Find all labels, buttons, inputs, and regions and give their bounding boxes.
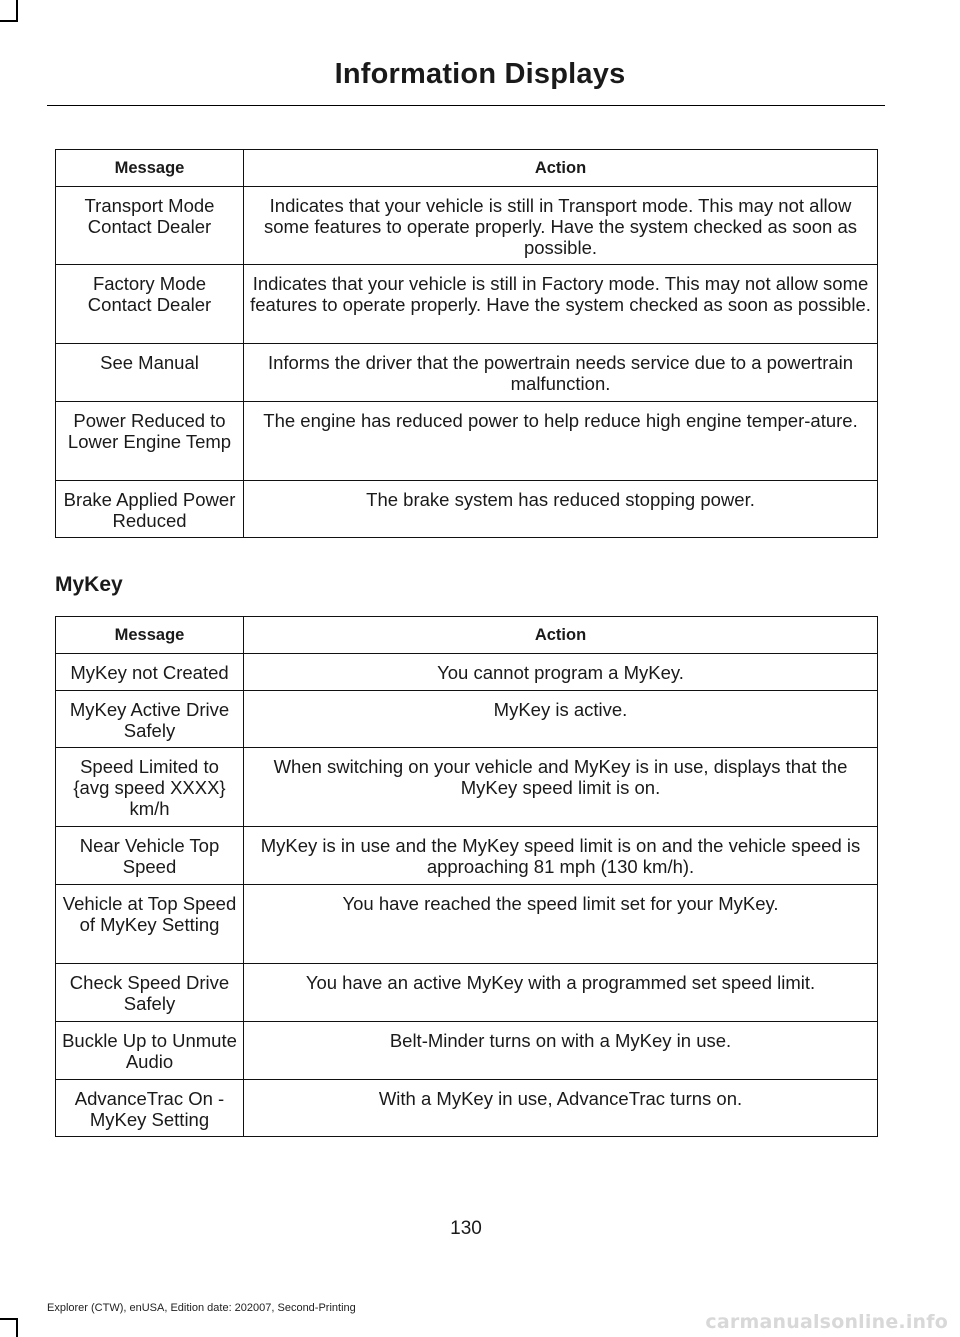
- page-number: 130: [450, 1218, 482, 1239]
- table-header-row: [56, 617, 878, 654]
- message-cell: AdvanceTrac On - MyKey Setting: [56, 1080, 244, 1137]
- table-row: [56, 827, 878, 885]
- column-header-action: Action: [244, 150, 878, 187]
- mykey-message-table: [55, 616, 878, 1137]
- crop-mark-top-left-vertical: [16, 0, 18, 22]
- table-row: [56, 481, 878, 538]
- message-cell: Factory Mode Contact Dealer: [56, 265, 244, 344]
- message-cell: Transport Mode Contact Dealer: [56, 187, 244, 265]
- table-row: [56, 344, 878, 402]
- table-row: [56, 748, 878, 827]
- table-row: [56, 691, 878, 748]
- crop-mark-bottom-left-horizontal: [0, 1318, 18, 1320]
- action-cell: The brake system has reduced stopping power.: [244, 481, 878, 538]
- column-header-action: Action: [244, 617, 878, 654]
- crop-mark-bottom-left-vertical: [16, 1318, 18, 1337]
- action-cell: Indicates that your vehicle is still in Transport mode. This may not allow some features to operate properly. Have the system checked as soon as possible.: [244, 187, 878, 265]
- message-cell: Brake Applied Power Reduced: [56, 481, 244, 538]
- message-cell: See Manual: [56, 344, 244, 402]
- section-heading-mykey: MyKey: [55, 573, 123, 596]
- message-cell: Near Vehicle Top Speed: [56, 827, 244, 885]
- table-header-row: [56, 150, 878, 187]
- crop-mark-top-left-horizontal: [0, 20, 18, 22]
- action-cell: With a MyKey in use, AdvanceTrac turns on.: [244, 1080, 878, 1137]
- message-cell: Vehicle at Top Speed of MyKey Setting: [56, 885, 244, 964]
- table-row: [56, 265, 878, 344]
- action-cell: You have reached the speed limit set for your MyKey.: [244, 885, 878, 964]
- message-cell: Buckle Up to Unmute Audio: [56, 1022, 244, 1080]
- action-cell: Informs the driver that the powertrain needs service due to a powertrain malfunction.: [244, 344, 878, 402]
- table-row: [56, 964, 878, 1022]
- table-row: [56, 885, 878, 964]
- table-row: [56, 187, 878, 265]
- action-cell: You cannot program a MyKey.: [244, 654, 878, 691]
- action-cell: Belt-Minder turns on with a MyKey in use.: [244, 1022, 878, 1080]
- action-cell: MyKey is in use and the MyKey speed limit is on and the vehicle speed is approaching 81 mph (130 km/h).: [244, 827, 878, 885]
- message-cell: Power Reduced to Lower Engine Temp: [56, 402, 244, 481]
- table-row: [56, 654, 878, 691]
- column-header-message: Message: [56, 617, 244, 654]
- action-cell: The engine has reduced power to help reduce high engine temper-ature.: [244, 402, 878, 481]
- message-cell: MyKey Active Drive Safely: [56, 691, 244, 748]
- footer-edition-info: Explorer (CTW), enUSA, Edition date: 202007, Second-Printing: [47, 1302, 356, 1314]
- message-cell: Speed Limited to {avg speed XXXX} km/h: [56, 748, 244, 827]
- message-table: [55, 149, 878, 538]
- message-cell: Check Speed Drive Safely: [56, 964, 244, 1022]
- message-cell: MyKey not Created: [56, 654, 244, 691]
- table-row: [56, 1022, 878, 1080]
- watermark: carmanualsonline.info: [705, 1311, 948, 1333]
- table-row: [56, 1080, 878, 1137]
- table-row: [56, 402, 878, 481]
- action-cell: MyKey is active.: [244, 691, 878, 748]
- action-cell: When switching on your vehicle and MyKey is in use, displays that the MyKey speed limit is on.: [244, 748, 878, 827]
- action-cell: You have an active MyKey with a programmed set speed limit.: [244, 964, 878, 1022]
- column-header-message: Message: [56, 150, 244, 187]
- header-divider: [47, 105, 885, 106]
- page-title: Information Displays: [334, 58, 626, 90]
- action-cell: Indicates that your vehicle is still in Factory mode. This may not allow some features to operate properly. Have the system checked as soon as possible.: [244, 265, 878, 344]
